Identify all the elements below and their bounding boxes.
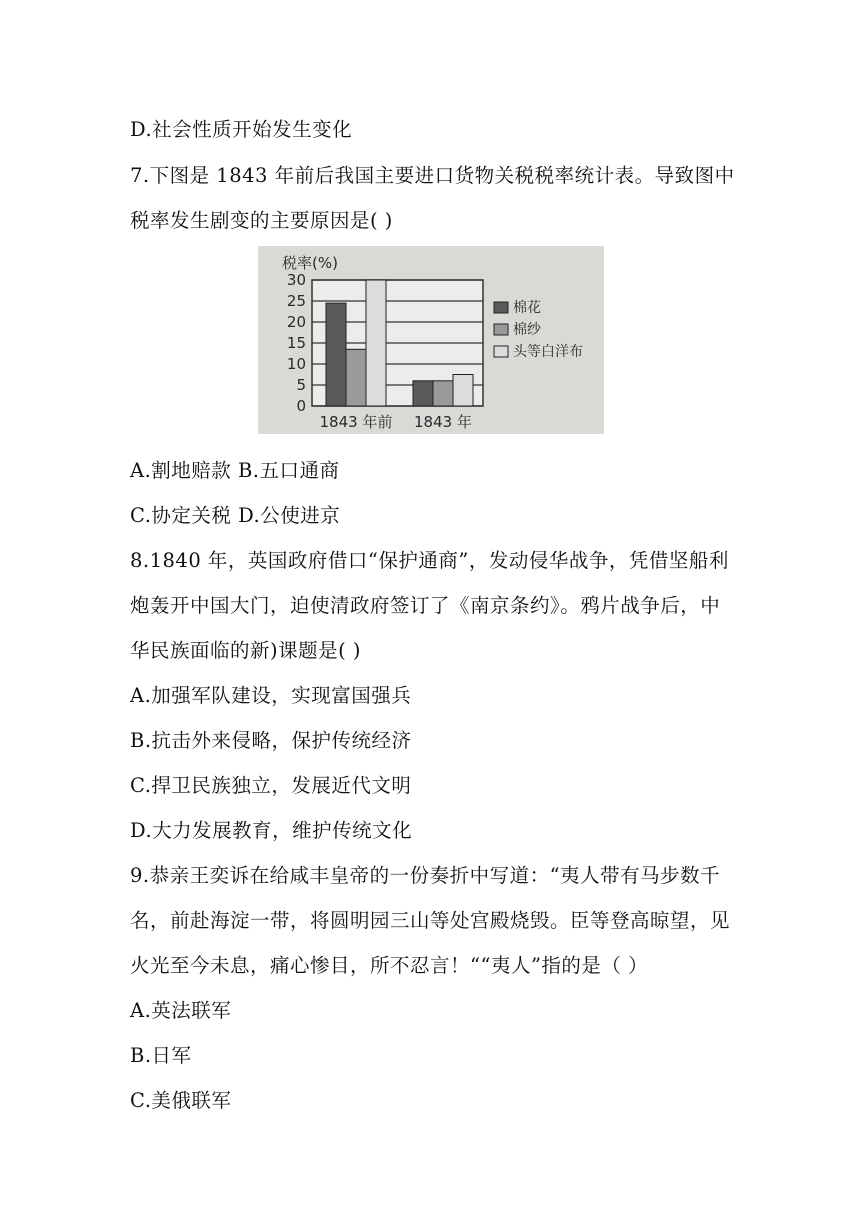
x-tick-label: 1843 年前 bbox=[319, 413, 393, 431]
legend-entry: 棉花 bbox=[513, 300, 541, 316]
bar-头等白洋布-1 bbox=[453, 375, 473, 407]
legend-swatch bbox=[494, 302, 508, 313]
text-line: 火光至今未息，痛心惨目，所不忍言！““夷人”指的是（ ） bbox=[130, 954, 649, 977]
text-line: 税率发生剧变的主要原因是( ) bbox=[130, 209, 393, 232]
y-tick-label: 25 bbox=[286, 292, 306, 310]
text-line: 炮轰开中国大门，迫使清政府签订了《南京条约》。鸦片战争后，中 bbox=[130, 594, 721, 617]
bar-棉纱-1 bbox=[433, 381, 453, 406]
legend-swatch bbox=[494, 324, 508, 335]
y-tick-label: 5 bbox=[296, 376, 306, 394]
text-line: 华民族面临的新)课题是( ) bbox=[130, 639, 362, 662]
legend-swatch bbox=[494, 346, 508, 357]
bar-棉花-0 bbox=[326, 303, 346, 406]
legend-entry: 棉纱 bbox=[513, 322, 541, 338]
option-line: D.大力发展教育，维护传统文化 bbox=[130, 819, 413, 842]
bar-棉纱-0 bbox=[346, 349, 366, 406]
y-axis-label: 税率(%) bbox=[282, 254, 338, 272]
legend-entry: 头等白洋布 bbox=[513, 344, 583, 360]
bar-棉花-1 bbox=[413, 381, 433, 406]
y-tick-label: 20 bbox=[286, 313, 306, 331]
question-9-stem: 9.恭亲王奕诉在给咸丰皇帝的一份奏折中写道：“夷人带有马步数千 bbox=[130, 864, 721, 887]
question-7-stem: 7.下图是 1843 年前后我国主要进口货物关税税率统计表。导致图中 bbox=[130, 164, 735, 187]
text-line: 名，前赴海淀一带，将圆明园三山等处宫殿烧毁。臣等登高晾望，见 bbox=[130, 909, 731, 932]
y-tick-label: 15 bbox=[286, 334, 306, 352]
option-line: C.美俄联军 bbox=[130, 1089, 232, 1112]
option-line: A.加强军队建设，实现富国强兵 bbox=[130, 684, 412, 707]
chart-svg bbox=[258, 246, 604, 434]
tariff-bar-chart bbox=[258, 246, 604, 434]
y-tick-label: 10 bbox=[286, 355, 306, 373]
option-line: A.割地赔款 B.五口通商 bbox=[130, 459, 340, 482]
option-line: C.捍卫民族独立，发展近代文明 bbox=[130, 774, 412, 797]
y-tick-label: 30 bbox=[286, 271, 306, 289]
question-8-stem: 8.1840 年，英国政府借口“保护通商”，发动侵华战争，凭借坚船利 bbox=[130, 549, 729, 572]
option-line: B.日军 bbox=[130, 1044, 192, 1067]
bar-头等白洋布-0 bbox=[366, 280, 386, 406]
y-tick-label: 0 bbox=[296, 397, 306, 415]
option-line: A.英法联军 bbox=[130, 999, 232, 1022]
option-line: C.协定关税 D.公使进京 bbox=[130, 504, 341, 527]
option-line: B.抗击外来侵略，保护传统经济 bbox=[130, 729, 412, 752]
text-line: D.社会性质开始发生变化 bbox=[130, 118, 353, 141]
x-tick-label: 1843 年 bbox=[414, 413, 472, 431]
